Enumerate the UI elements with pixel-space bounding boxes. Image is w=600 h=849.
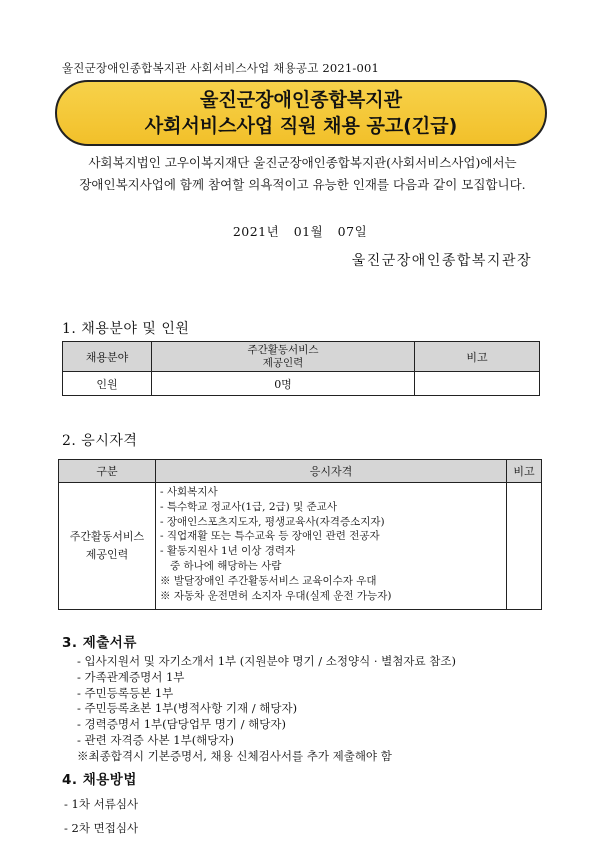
- row-label: 인원: [63, 372, 152, 396]
- date-month: 01월: [293, 224, 324, 239]
- qualification-item: - 활동지원사 1년 이상 경력자: [160, 545, 296, 558]
- document-item: - 경력증명서 1부(담당업무 명기 / 해당자): [77, 717, 286, 732]
- header-note: 비고: [507, 460, 542, 483]
- qualification-item: - 특수학교 정교사(1급, 2급) 및 준교사: [160, 500, 337, 513]
- method-item: - 1차 서류심사: [64, 797, 139, 811]
- header-qualification: 응시자격: [156, 460, 507, 483]
- section-2-heading: 2. 응시자격: [62, 433, 138, 449]
- document-item: - 입사지원서 및 자기소개서 1부 (지원분야 명기 / 소정양식 · 별첨자료 참조): [77, 654, 456, 668]
- row-note: [507, 483, 542, 610]
- notice-date: [0, 222, 600, 240]
- header-note: 비고: [415, 342, 540, 372]
- method-item: - 2차 면접심사: [64, 821, 139, 835]
- header-position-line-1: 주간활동서비스: [247, 343, 319, 356]
- qualification-item: 중 하나에 해당하는 사람: [170, 559, 282, 572]
- documents-list: [77, 654, 456, 765]
- section-3-heading: 3. 제출서류: [62, 635, 137, 651]
- notice-code: 울진군장애인종합복지관 사회서비스사업 채용공고 2021-001: [62, 61, 380, 75]
- category-line-2: 제공인력: [85, 548, 129, 561]
- section-1-heading: 1. 채용분야 및 인원: [62, 321, 190, 337]
- qualification-item: - 사회복지사: [160, 486, 218, 498]
- date-day: 07일: [337, 224, 368, 239]
- title-line-1: 울진군장애인종합복지관: [200, 89, 402, 111]
- qualification-item: ※ 자동차 운전면허 소지자 우대(실제 운전 가능자): [160, 589, 392, 602]
- section-4-heading: 4. 채용방법: [62, 772, 137, 788]
- qualification-item: - 장애인스포츠지도자, 평생교육사(자격증소지자): [160, 515, 385, 528]
- row-count: 0명: [152, 372, 415, 396]
- intro-paragraph: [30, 152, 575, 196]
- header-position-line-2: 제공인력: [262, 356, 304, 369]
- category-line-1: 주간활동서비스: [69, 530, 145, 543]
- row-category: [59, 483, 156, 610]
- qualification-table: [58, 459, 542, 610]
- document-item: - 주민등록초본 1부(병적사항 기재 / 해당자): [77, 701, 298, 716]
- header-category: 구분: [59, 460, 156, 483]
- intro-line-2: 장애인복지사업에 함께 참여할 의욕적이고 유능한 인재를 다음과 같이 모집합니다.: [79, 177, 526, 192]
- document-note: ※최종합격시 기본증명서, 채용 신체검사서를 추가 제출해야 함: [77, 748, 392, 763]
- qualification-item: ※ 발달장애인 주간활동서비스 교육이수자 우대: [160, 574, 377, 587]
- title-banner: [55, 80, 547, 146]
- document-item: - 가족관계증명서 1부: [77, 669, 185, 684]
- intro-line-1: 사회복지법인 고우이복지재단 울진군장애인종합복지관(사회서비스사업)에서는: [88, 155, 517, 170]
- qualification-list: [156, 483, 507, 610]
- document-item: - 주민등록등본 1부: [77, 685, 174, 700]
- recruitment-table: [62, 341, 540, 396]
- date-year: 2021년: [232, 224, 280, 239]
- issuer: 울진군장애인종합복지관장: [351, 253, 532, 269]
- header-field: 채용분야: [63, 342, 152, 372]
- header-position: [152, 342, 415, 372]
- qualification-item: - 직업재활 또는 특수교육 등 장애인 관련 전공자: [160, 530, 380, 543]
- row-note: [415, 372, 540, 396]
- document-item: - 관련 자격증 사본 1부(해당자): [77, 732, 234, 747]
- title-line-2: 사회서비스사업 직원 채용 공고(긴급): [144, 115, 458, 137]
